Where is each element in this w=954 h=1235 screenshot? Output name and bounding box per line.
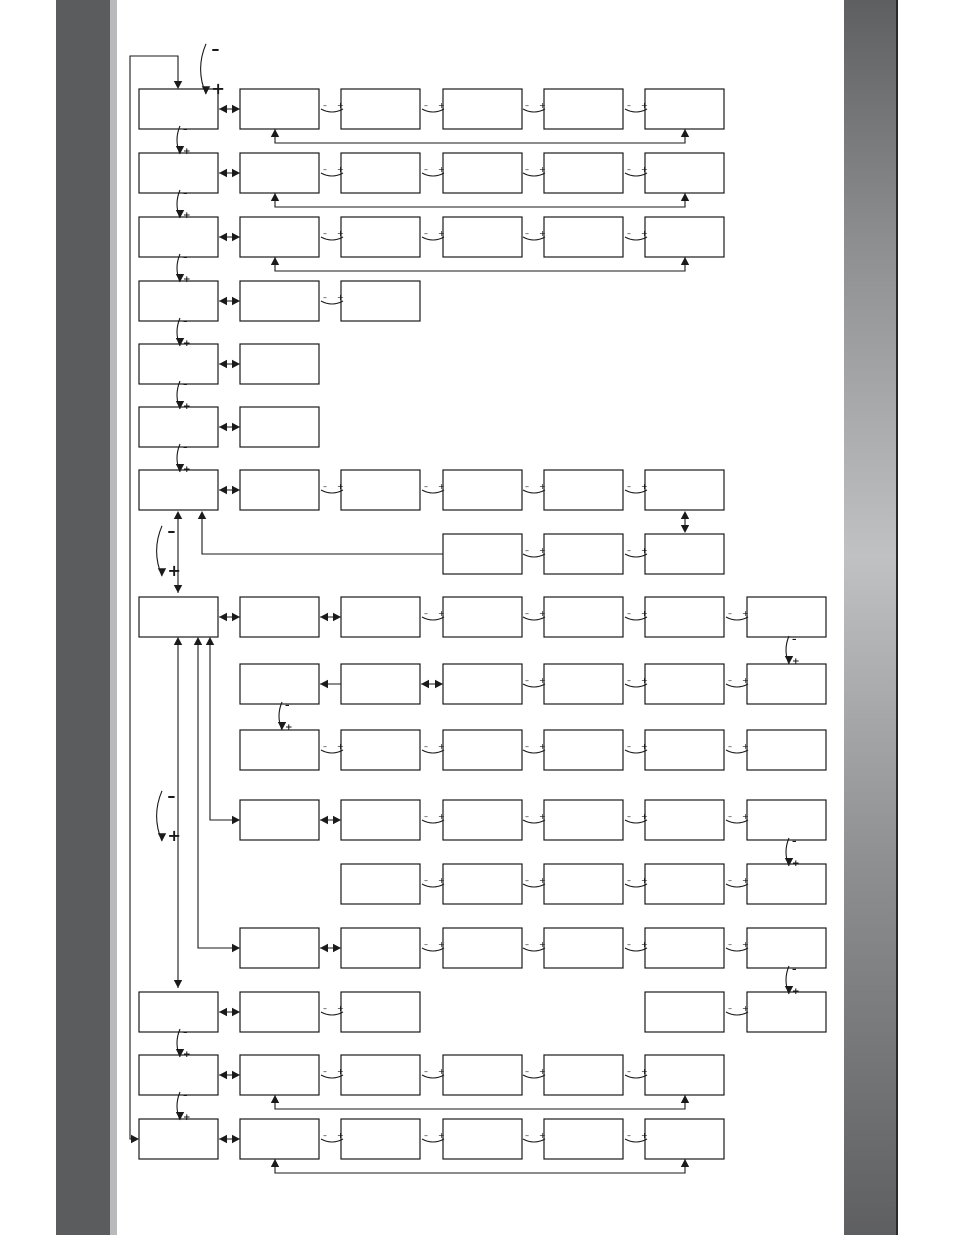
plus-sign: + xyxy=(641,165,648,174)
menu-box xyxy=(544,730,623,770)
menu-box xyxy=(139,1119,218,1159)
arrowhead xyxy=(219,169,227,177)
plus-sign: + xyxy=(641,940,648,949)
menu-box xyxy=(443,1055,522,1095)
arrowhead xyxy=(271,129,279,137)
plus-sign: + xyxy=(539,1067,546,1076)
arrowhead xyxy=(271,1095,279,1103)
minus-sign: – xyxy=(728,940,732,949)
connector-line xyxy=(275,1159,685,1173)
arrowhead xyxy=(198,511,206,519)
plus-sign: + xyxy=(539,812,546,821)
plus-sign: + xyxy=(183,339,191,349)
plus-sign: + xyxy=(539,546,546,555)
menu-box xyxy=(341,730,420,770)
menu-box xyxy=(544,89,623,129)
minus-sign: – xyxy=(323,1004,327,1013)
connector-line xyxy=(275,129,685,143)
arrowhead xyxy=(681,1095,689,1103)
minus-sign: – xyxy=(525,101,529,110)
menu-box xyxy=(443,470,522,510)
menu-box xyxy=(139,597,218,637)
menu-box xyxy=(747,664,826,704)
minus-sign: – xyxy=(183,1091,188,1101)
arrowhead xyxy=(174,980,182,988)
plus-sign: + xyxy=(337,165,344,174)
arrowhead xyxy=(158,568,166,576)
menu-box xyxy=(645,534,724,574)
menu-box xyxy=(544,597,623,637)
arrowhead xyxy=(131,1135,139,1143)
arrowhead xyxy=(174,81,182,89)
plus-sign: + xyxy=(438,101,445,110)
arrowhead xyxy=(219,233,227,241)
minus-sign: – xyxy=(323,482,327,491)
plus-sign: + xyxy=(438,609,445,618)
arrowhead xyxy=(333,816,341,824)
minus-sign: – xyxy=(424,609,428,618)
menu-box xyxy=(341,153,420,193)
arrowhead xyxy=(232,105,240,113)
plus-sign: + xyxy=(438,812,445,821)
arrowhead xyxy=(232,944,240,952)
connector-line xyxy=(198,640,236,948)
menu-box xyxy=(443,153,522,193)
plus-sign: + xyxy=(641,609,648,618)
menu-box xyxy=(139,153,218,193)
menu-box xyxy=(139,281,218,321)
menu-box xyxy=(240,730,319,770)
minus-sign: – xyxy=(323,229,327,238)
menu-box xyxy=(645,217,724,257)
arrowhead xyxy=(232,613,240,621)
menu-box xyxy=(240,800,319,840)
menu-box xyxy=(240,407,319,447)
minus-sign: – xyxy=(183,189,188,199)
plus-sign: + xyxy=(742,812,749,821)
menu-box xyxy=(443,89,522,129)
menu-box xyxy=(544,1119,623,1159)
minus-sign: – xyxy=(167,786,176,806)
arrowhead xyxy=(219,486,227,494)
arrowhead xyxy=(320,816,328,824)
menu-box xyxy=(443,597,522,637)
plus-sign: + xyxy=(438,1131,445,1140)
minus-sign: – xyxy=(525,609,529,618)
plus-sign: + xyxy=(337,229,344,238)
arrowhead xyxy=(219,1071,227,1079)
minus-sign: – xyxy=(525,676,529,685)
plus-sign: + xyxy=(285,723,293,733)
arrowhead xyxy=(320,944,328,952)
menu-box xyxy=(240,992,319,1032)
minus-sign: – xyxy=(525,546,529,555)
minus-sign: – xyxy=(792,965,797,975)
plus-sign: + xyxy=(641,546,648,555)
menu-box xyxy=(443,664,522,704)
minus-sign: – xyxy=(627,676,631,685)
minus-sign: – xyxy=(525,742,529,751)
minus-sign: – xyxy=(183,443,188,453)
plus-sign: + xyxy=(337,101,344,110)
menu-box xyxy=(341,1055,420,1095)
menu-box xyxy=(240,470,319,510)
menu-box xyxy=(645,1055,724,1095)
plus-sign: + xyxy=(438,482,445,491)
arrowhead xyxy=(320,680,328,688)
arrowhead xyxy=(681,525,689,533)
menu-box xyxy=(747,730,826,770)
minus-sign: – xyxy=(525,165,529,174)
arrowhead xyxy=(681,193,689,201)
plus-sign: + xyxy=(337,293,344,302)
plus-sign: + xyxy=(183,402,191,412)
menu-box xyxy=(139,89,218,129)
arrowhead xyxy=(174,585,182,593)
minus-sign: – xyxy=(627,940,631,949)
plus-sign: + xyxy=(183,275,191,285)
minus-sign: – xyxy=(525,876,529,885)
menu-box xyxy=(139,344,218,384)
arrowhead xyxy=(681,1159,689,1167)
arrowhead xyxy=(232,169,240,177)
arrowhead xyxy=(194,637,202,645)
plus-sign: + xyxy=(539,229,546,238)
menu-box xyxy=(139,992,218,1032)
arrowhead xyxy=(232,1008,240,1016)
plus-sign: + xyxy=(183,465,191,475)
minus-sign: – xyxy=(728,1004,732,1013)
menu-box xyxy=(240,597,319,637)
plus-sign: + xyxy=(337,482,344,491)
minus-sign: – xyxy=(525,1067,529,1076)
minus-sign: – xyxy=(424,165,428,174)
plus-sign: + xyxy=(337,1131,344,1140)
menu-box xyxy=(341,470,420,510)
arrowhead xyxy=(232,486,240,494)
plus-sign: + xyxy=(539,609,546,618)
menu-box xyxy=(544,153,623,193)
plus-sign: + xyxy=(438,876,445,885)
minus-sign: – xyxy=(323,101,327,110)
arrowhead xyxy=(219,1135,227,1143)
minus-sign: – xyxy=(183,1028,188,1038)
minus-sign: – xyxy=(323,1131,327,1140)
plus-sign: + xyxy=(539,742,546,751)
plus-sign: + xyxy=(641,676,648,685)
plus-sign: + xyxy=(641,742,648,751)
menu-box xyxy=(240,89,319,129)
plus-sign: + xyxy=(211,79,225,99)
minus-sign: – xyxy=(525,812,529,821)
connector-line xyxy=(210,640,236,820)
arrowhead xyxy=(320,613,328,621)
plus-sign: + xyxy=(539,676,546,685)
menu-box xyxy=(645,800,724,840)
menu-box xyxy=(645,664,724,704)
arrowhead xyxy=(271,257,279,265)
menu-box xyxy=(240,344,319,384)
menu-box xyxy=(645,470,724,510)
arrowhead xyxy=(271,193,279,201)
menu-box xyxy=(443,534,522,574)
plus-sign: + xyxy=(539,482,546,491)
plus-sign: + xyxy=(438,1067,445,1076)
arrowhead xyxy=(232,233,240,241)
plus-sign: + xyxy=(641,1067,648,1076)
plus-sign: + xyxy=(641,876,648,885)
minus-sign: – xyxy=(323,742,327,751)
arrowhead xyxy=(232,816,240,824)
menu-box xyxy=(544,1055,623,1095)
plus-sign: + xyxy=(438,229,445,238)
menu-box xyxy=(443,217,522,257)
arrowhead xyxy=(219,297,227,305)
menu-box xyxy=(645,89,724,129)
minus-sign: – xyxy=(728,876,732,885)
menu-box xyxy=(139,407,218,447)
minus-sign: – xyxy=(627,812,631,821)
plus-sign: + xyxy=(742,1004,749,1013)
plus-sign: + xyxy=(742,742,749,751)
arrowhead xyxy=(681,129,689,137)
menu-box xyxy=(443,730,522,770)
plus-sign: + xyxy=(183,147,191,157)
plus-sign: + xyxy=(539,1131,546,1140)
connector-line xyxy=(275,1095,685,1109)
menu-box xyxy=(341,864,420,904)
minus-sign: – xyxy=(211,39,220,59)
menu-box xyxy=(747,800,826,840)
arrowhead xyxy=(421,680,429,688)
plus-sign: + xyxy=(167,826,181,846)
plus-sign: + xyxy=(167,561,181,581)
menu-box xyxy=(544,800,623,840)
menu-box xyxy=(645,864,724,904)
plus-sign: + xyxy=(742,940,749,949)
minus-sign: – xyxy=(323,165,327,174)
menu-box xyxy=(341,217,420,257)
menu-box xyxy=(645,597,724,637)
menu-box xyxy=(544,217,623,257)
arrowhead xyxy=(232,360,240,368)
minus-sign: – xyxy=(424,940,428,949)
minus-sign: – xyxy=(285,701,290,711)
minus-sign: – xyxy=(424,812,428,821)
menu-box xyxy=(341,1119,420,1159)
arrowhead xyxy=(219,423,227,431)
minus-sign: – xyxy=(424,229,428,238)
connector-line xyxy=(275,193,685,207)
plus-sign: + xyxy=(539,101,546,110)
minus-sign: – xyxy=(627,742,631,751)
menu-box xyxy=(645,153,724,193)
menu-box xyxy=(544,664,623,704)
minus-sign: – xyxy=(728,609,732,618)
menu-box xyxy=(544,534,623,574)
minus-sign: – xyxy=(525,940,529,949)
arrowhead xyxy=(219,613,227,621)
arrowhead xyxy=(232,1071,240,1079)
plus-sign: + xyxy=(183,1050,191,1060)
menu-box xyxy=(645,992,724,1032)
minus-sign: – xyxy=(728,812,732,821)
arrowhead xyxy=(681,257,689,265)
arrowhead xyxy=(681,511,689,519)
plus-sign: + xyxy=(438,742,445,751)
connector-line xyxy=(275,257,685,271)
minus-sign: – xyxy=(424,876,428,885)
menu-box xyxy=(341,800,420,840)
minus-sign: – xyxy=(627,546,631,555)
menu-box xyxy=(240,217,319,257)
arrowhead xyxy=(206,637,214,645)
menu-box xyxy=(645,1119,724,1159)
arrowhead xyxy=(232,297,240,305)
minus-sign: – xyxy=(183,317,188,327)
minus-sign: – xyxy=(323,293,327,302)
menu-box xyxy=(645,928,724,968)
arrowhead xyxy=(219,360,227,368)
menu-box xyxy=(341,89,420,129)
plus-sign: + xyxy=(792,859,800,869)
plus-sign: + xyxy=(183,211,191,221)
menu-box xyxy=(747,928,826,968)
menu-box xyxy=(139,217,218,257)
plus-sign: + xyxy=(438,165,445,174)
plus-sign: + xyxy=(742,609,749,618)
plus-sign: + xyxy=(641,482,648,491)
menu-box xyxy=(544,470,623,510)
menu-box xyxy=(240,664,319,704)
plus-sign: + xyxy=(641,812,648,821)
plus-sign: + xyxy=(337,1067,344,1076)
minus-sign: – xyxy=(627,482,631,491)
minus-sign: – xyxy=(627,101,631,110)
arrowhead xyxy=(174,511,182,519)
plus-sign: + xyxy=(183,1113,191,1123)
minus-sign: – xyxy=(167,521,176,541)
minus-sign: – xyxy=(728,742,732,751)
arrowhead xyxy=(219,1008,227,1016)
plus-sign: + xyxy=(742,876,749,885)
plus-sign: + xyxy=(742,676,749,685)
minus-sign: – xyxy=(627,876,631,885)
minus-sign: – xyxy=(183,253,188,263)
arrowhead xyxy=(271,1159,279,1167)
minus-sign: – xyxy=(183,125,188,135)
plus-sign: + xyxy=(792,987,800,997)
plus-sign: + xyxy=(641,1131,648,1140)
menu-box xyxy=(443,864,522,904)
minus-sign: – xyxy=(424,482,428,491)
minus-sign: – xyxy=(792,635,797,645)
menu-box xyxy=(139,470,218,510)
plus-sign: + xyxy=(539,876,546,885)
menu-box xyxy=(747,864,826,904)
minus-sign: – xyxy=(525,482,529,491)
menu-box xyxy=(341,281,420,321)
minus-sign: – xyxy=(728,676,732,685)
menu-box xyxy=(544,864,623,904)
minus-sign: – xyxy=(627,229,631,238)
menu-box xyxy=(240,1055,319,1095)
menu-box xyxy=(341,928,420,968)
menu-box xyxy=(747,597,826,637)
arrowhead xyxy=(219,105,227,113)
menu-box xyxy=(341,992,420,1032)
minus-sign: – xyxy=(525,229,529,238)
minus-sign: – xyxy=(627,1131,631,1140)
menu-box xyxy=(341,664,420,704)
minus-sign: – xyxy=(627,609,631,618)
menu-box xyxy=(645,730,724,770)
arrowhead xyxy=(232,1135,240,1143)
menu-box xyxy=(139,1055,218,1095)
menu-box xyxy=(443,1119,522,1159)
plus-sign: + xyxy=(641,101,648,110)
arrowhead xyxy=(174,637,182,645)
menu-box xyxy=(240,153,319,193)
plus-sign: + xyxy=(641,229,648,238)
menu-box xyxy=(443,800,522,840)
minus-sign: – xyxy=(525,1131,529,1140)
arrowhead xyxy=(333,944,341,952)
arrowhead xyxy=(333,613,341,621)
minus-sign: – xyxy=(323,1067,327,1076)
menu-box xyxy=(544,928,623,968)
minus-sign: – xyxy=(792,837,797,847)
plus-sign: + xyxy=(792,657,800,667)
connector-line xyxy=(202,514,443,554)
arrowhead xyxy=(435,680,443,688)
plus-sign: + xyxy=(337,742,344,751)
minus-sign: – xyxy=(627,1067,631,1076)
minus-sign: – xyxy=(183,380,188,390)
arrowhead xyxy=(232,423,240,431)
menu-box xyxy=(443,928,522,968)
menu-box xyxy=(240,928,319,968)
arrowhead xyxy=(158,833,166,841)
menu-box xyxy=(240,281,319,321)
menu-box xyxy=(341,597,420,637)
plus-sign: + xyxy=(337,1004,344,1013)
minus-sign: – xyxy=(424,742,428,751)
minus-sign: – xyxy=(424,1067,428,1076)
minus-sign: – xyxy=(424,1131,428,1140)
plus-sign: + xyxy=(539,165,546,174)
menu-box xyxy=(747,992,826,1032)
minus-sign: – xyxy=(627,165,631,174)
menu-box xyxy=(240,1119,319,1159)
plus-sign: + xyxy=(438,940,445,949)
plus-sign: + xyxy=(539,940,546,949)
minus-sign: – xyxy=(424,101,428,110)
